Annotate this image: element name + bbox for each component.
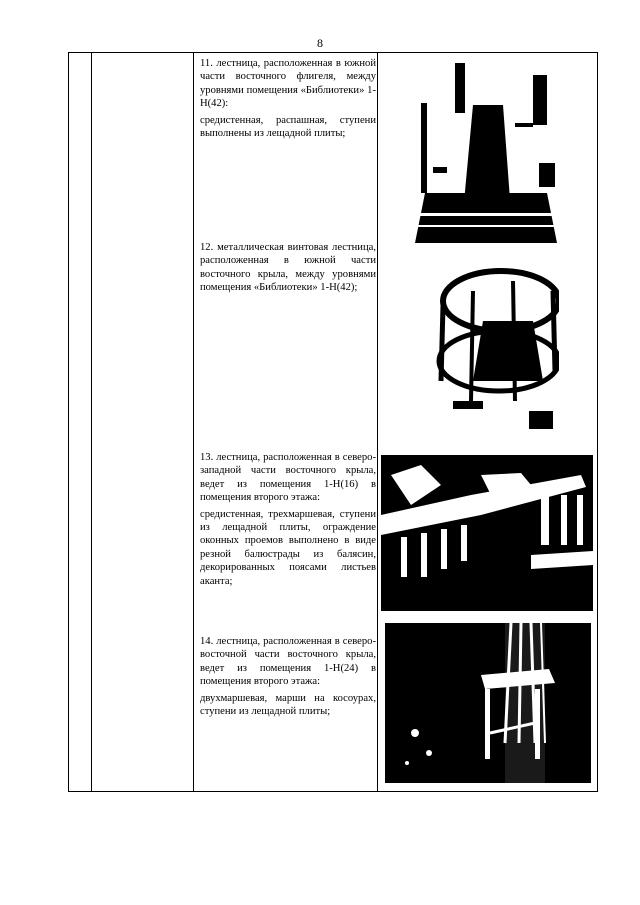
entry-description: средистенная, трехмаршевая, ступени из лещадной плиты, ограждение оконных проемов выполнено в виде резной балюстрады из балясин, декорированных поясами листьев аканта; [200, 508, 376, 587]
entry-heading: 11. лестница, расположенная в южной части восточного флигеля, между уровнями помещения «Библиотеки» 1-Н(42): [200, 58, 376, 110]
entry-heading: 13. лестница, расположенная в северо-западной части восточного крыла, ведет из помещения 1-Н(16) в помещения второго этажа: [200, 452, 376, 504]
stringer-staircase-photo [385, 623, 591, 783]
staircase-photo [415, 63, 557, 243]
entry-description: средистенная, распашная, ступени выполнены из лещадной плиты; [200, 114, 376, 140]
entry-heading: 12. металлическая винтовая лестница, расположенная в южной части восточного крыла, между уровнями помещения «Библиотеки» 1-Н(42); [200, 242, 376, 294]
spiral-staircase-photo [433, 251, 559, 441]
balustrade-staircase-photo [381, 455, 593, 611]
entry-12 [200, 241, 376, 298]
entry-14 [200, 635, 376, 721]
entry-11 [200, 57, 376, 143]
entry-description: двухмаршевая, марши на косоурах, ступени из лещадной плиты; [200, 692, 376, 718]
entry-13 [200, 451, 376, 591]
entry-heading: 14. лестница, расположенная в северо-восточной части восточного крыла, ведет из помещения 1-Н(24) в помещения второго этажа: [200, 636, 376, 688]
column-divider [193, 53, 194, 791]
column-divider [91, 53, 92, 791]
column-divider [377, 53, 378, 791]
page-number: 8 [317, 36, 323, 50]
stairs-table [68, 52, 598, 792]
